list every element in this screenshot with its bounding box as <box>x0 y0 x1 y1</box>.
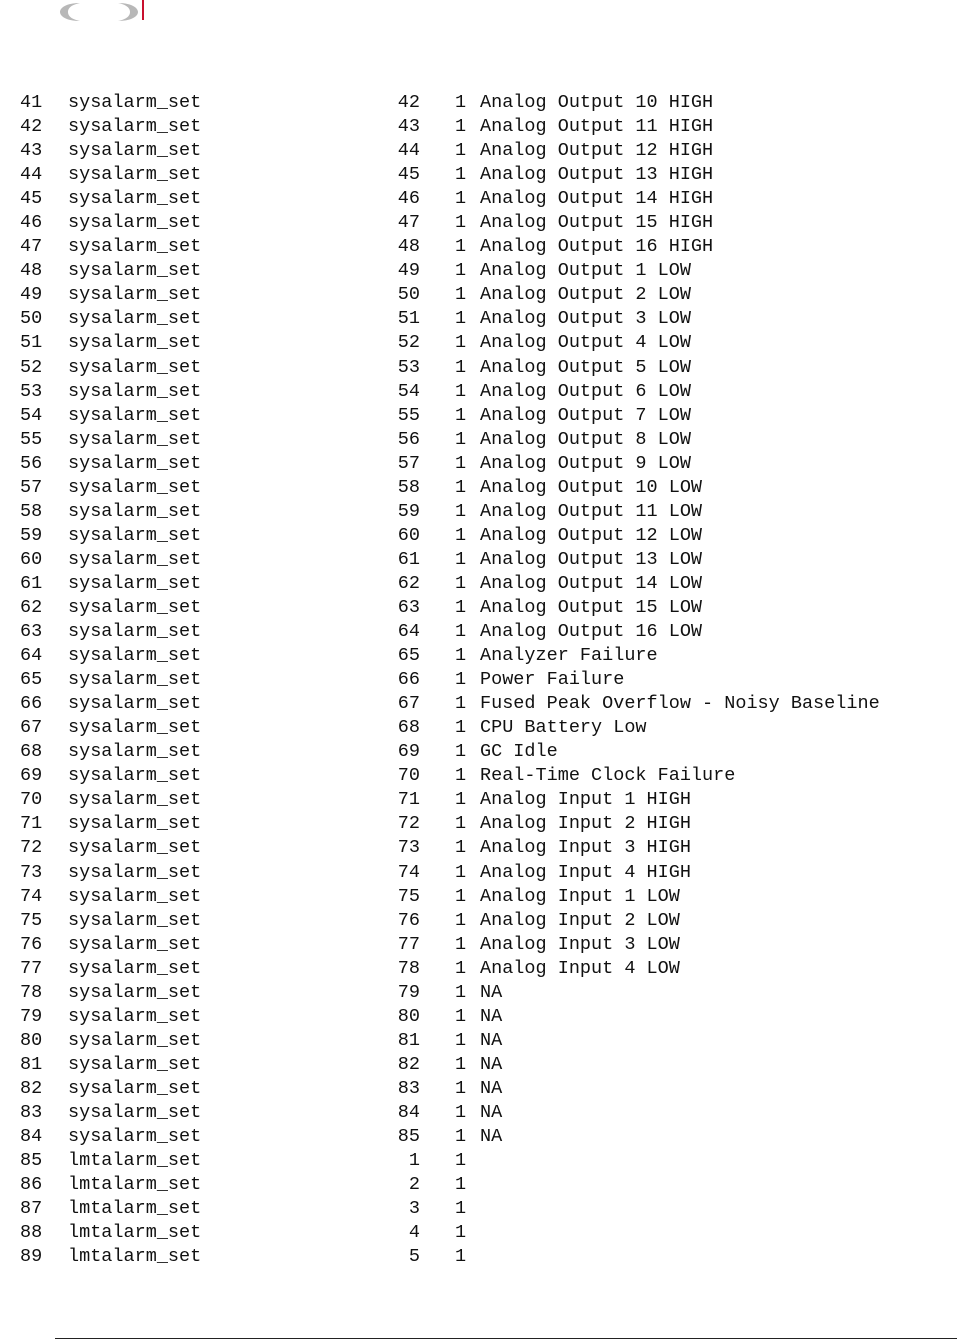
command-name: sysalarm_set <box>68 813 202 835</box>
table-row <box>0 812 957 836</box>
command-name: sysalarm_set <box>68 476 202 498</box>
alarm-value: 1 <box>455 1150 467 1172</box>
table-row <box>0 1173 957 1197</box>
row-index: 51 <box>20 332 43 354</box>
alarm-number: 60 <box>397 524 420 546</box>
table-row <box>0 115 957 139</box>
row-index: 62 <box>20 596 43 618</box>
row-index: 76 <box>20 933 43 955</box>
row-index: 72 <box>20 837 43 859</box>
alarm-value: 1 <box>455 356 467 378</box>
alarm-number: 42 <box>397 92 420 113</box>
alarm-value: 1 <box>455 332 467 354</box>
alarm-value: 1 <box>455 1077 467 1099</box>
command-name: sysalarm_set <box>68 164 202 186</box>
alarm-number: 75 <box>397 885 420 907</box>
alarm-number: 3 <box>408 1198 420 1220</box>
alarm-value: 1 <box>455 452 467 474</box>
alarm-number: 62 <box>397 572 420 594</box>
command-name: lmtalarm_set <box>68 1222 202 1244</box>
command-name: sysalarm_set <box>68 981 202 1003</box>
alarm-description: Analog Output 13 LOW <box>480 548 703 570</box>
command-name: sysalarm_set <box>68 909 202 931</box>
alarm-number: 49 <box>397 260 420 282</box>
table-row <box>0 500 957 524</box>
row-index: 69 <box>20 765 43 787</box>
row-index: 58 <box>20 500 43 522</box>
row-index: 71 <box>20 813 43 835</box>
row-index: 54 <box>20 404 43 426</box>
table-row <box>0 861 957 885</box>
table-row <box>0 1125 957 1149</box>
table-row <box>0 428 957 452</box>
alarm-value: 1 <box>455 188 467 210</box>
command-name: sysalarm_set <box>68 116 202 138</box>
alarm-number: 82 <box>397 1053 420 1075</box>
alarm-number: 61 <box>397 548 420 570</box>
command-name: sysalarm_set <box>68 837 202 859</box>
row-index: 43 <box>20 140 43 162</box>
alarm-value: 1 <box>455 380 467 402</box>
command-name: sysalarm_set <box>68 621 202 643</box>
alarm-value: 1 <box>455 717 467 739</box>
alarm-number: 77 <box>397 933 420 955</box>
row-index: 41 <box>20 92 43 113</box>
command-name: sysalarm_set <box>68 789 202 811</box>
alarm-value: 1 <box>455 1101 467 1123</box>
command-name: sysalarm_set <box>68 332 202 354</box>
table-row <box>0 716 957 740</box>
table-row <box>0 668 957 692</box>
alarm-value: 1 <box>455 404 467 426</box>
alarm-description: Real-Time Clock Failure <box>480 765 736 787</box>
alarm-value: 1 <box>455 1005 467 1027</box>
table-row <box>0 1101 957 1125</box>
alarm-description: NA <box>480 1077 503 1099</box>
row-index: 45 <box>20 188 43 210</box>
alarm-description: Analog Output 2 LOW <box>480 284 691 306</box>
table-row <box>0 235 957 259</box>
alarm-description: Analog Output 12 HIGH <box>480 140 714 162</box>
alarm-description: Analog Output 7 LOW <box>480 404 691 426</box>
row-index: 84 <box>20 1126 43 1148</box>
alarm-value: 1 <box>455 885 467 907</box>
command-name: sysalarm_set <box>68 500 202 522</box>
table-row <box>0 548 957 572</box>
alarm-value: 1 <box>455 140 467 162</box>
command-name: sysalarm_set <box>68 765 202 787</box>
table-row <box>0 524 957 548</box>
alarm-value: 1 <box>455 645 467 667</box>
row-index: 75 <box>20 909 43 931</box>
row-index: 52 <box>20 356 43 378</box>
table-row <box>0 620 957 644</box>
command-name: sysalarm_set <box>68 885 202 907</box>
command-name: lmtalarm_set <box>68 1174 202 1196</box>
table-row <box>0 981 957 1005</box>
alarm-number: 4 <box>408 1222 420 1244</box>
alarm-description: Analog Output 13 HIGH <box>480 164 714 186</box>
row-index: 61 <box>20 572 43 594</box>
row-index: 82 <box>20 1077 43 1099</box>
row-index: 56 <box>20 452 43 474</box>
command-name: sysalarm_set <box>68 140 202 162</box>
footer-rule <box>55 1338 957 1339</box>
alarm-value: 1 <box>455 260 467 282</box>
alarm-description: Power Failure <box>480 669 625 691</box>
alarm-value: 1 <box>455 548 467 570</box>
table-row <box>0 1149 957 1173</box>
table-row <box>0 187 957 211</box>
command-name: sysalarm_set <box>68 933 202 955</box>
row-index: 66 <box>20 693 43 715</box>
command-name: sysalarm_set <box>68 1077 202 1099</box>
alarm-value: 1 <box>455 1029 467 1051</box>
alarm-value: 1 <box>455 164 467 186</box>
table-row <box>0 331 957 355</box>
table-row <box>0 692 957 716</box>
command-name: lmtalarm_set <box>68 1150 202 1172</box>
alarm-number: 80 <box>397 1005 420 1027</box>
alarm-value: 1 <box>455 236 467 258</box>
command-name: sysalarm_set <box>68 380 202 402</box>
alarm-description: Analog Output 5 LOW <box>480 356 691 378</box>
alarm-description: Analog Input 2 LOW <box>480 909 680 931</box>
alarm-command-table <box>0 91 957 1269</box>
table-row <box>0 211 957 235</box>
command-name: sysalarm_set <box>68 428 202 450</box>
command-name: sysalarm_set <box>68 1029 202 1051</box>
alarm-number: 69 <box>397 741 420 763</box>
table-row <box>0 788 957 812</box>
alarm-number: 65 <box>397 645 420 667</box>
table-row <box>0 596 957 620</box>
alarm-number: 81 <box>397 1029 420 1051</box>
alarm-number: 59 <box>397 500 420 522</box>
table-row <box>0 1029 957 1053</box>
alarm-description: Analog Input 4 LOW <box>480 957 680 979</box>
row-index: 77 <box>20 957 43 979</box>
alarm-description: Analog Output 10 LOW <box>480 476 703 498</box>
command-name: sysalarm_set <box>68 212 202 234</box>
command-name: sysalarm_set <box>68 1053 202 1075</box>
alarm-value: 1 <box>455 212 467 234</box>
command-name: sysalarm_set <box>68 957 202 979</box>
table-row <box>0 836 957 860</box>
table-row <box>0 356 957 380</box>
alarm-number: 83 <box>397 1077 420 1099</box>
alarm-number: 70 <box>397 765 420 787</box>
table-row <box>0 476 957 500</box>
table-row <box>0 885 957 909</box>
alarm-number: 55 <box>397 404 420 426</box>
command-name: sysalarm_set <box>68 188 202 210</box>
command-name: sysalarm_set <box>68 92 202 113</box>
command-name: sysalarm_set <box>68 741 202 763</box>
alarm-value: 1 <box>455 933 467 955</box>
alarm-value: 1 <box>455 837 467 859</box>
command-name: sysalarm_set <box>68 1005 202 1027</box>
alarm-description: Analog Output 11 LOW <box>480 500 703 522</box>
alarm-description: CPU Battery Low <box>480 717 647 739</box>
logo-mark-icon <box>58 0 148 24</box>
command-name: sysalarm_set <box>68 669 202 691</box>
alarm-value: 1 <box>455 741 467 763</box>
alarm-description: Analog Output 10 HIGH <box>480 92 714 113</box>
alarm-description: Analog Output 6 LOW <box>480 380 691 402</box>
table-row <box>0 1197 957 1221</box>
command-name: lmtalarm_set <box>68 1246 202 1268</box>
alarm-number: 47 <box>397 212 420 234</box>
row-index: 57 <box>20 476 43 498</box>
alarm-number: 79 <box>397 981 420 1003</box>
table-row <box>0 909 957 933</box>
alarm-value: 1 <box>455 957 467 979</box>
alarm-description: Analyzer Failure <box>480 645 658 667</box>
table-row <box>0 572 957 596</box>
alarm-value: 1 <box>455 500 467 522</box>
alarm-number: 1 <box>408 1150 420 1172</box>
alarm-number: 43 <box>397 116 420 138</box>
command-name: sysalarm_set <box>68 717 202 739</box>
alarm-description: Analog Output 3 LOW <box>480 308 691 330</box>
row-index: 68 <box>20 741 43 763</box>
alarm-number: 71 <box>397 789 420 811</box>
alarm-number: 66 <box>397 669 420 691</box>
alarm-number: 54 <box>397 380 420 402</box>
alarm-number: 46 <box>397 188 420 210</box>
alarm-number: 72 <box>397 813 420 835</box>
row-index: 60 <box>20 548 43 570</box>
alarm-value: 1 <box>455 1174 467 1196</box>
command-name: sysalarm_set <box>68 548 202 570</box>
alarm-number: 64 <box>397 621 420 643</box>
row-index: 64 <box>20 645 43 667</box>
row-index: 89 <box>20 1246 43 1268</box>
alarm-description: Analog Output 16 LOW <box>480 621 703 643</box>
table-row <box>0 283 957 307</box>
row-index: 86 <box>20 1174 43 1196</box>
table-row <box>0 1221 957 1245</box>
row-index: 70 <box>20 789 43 811</box>
alarm-number: 76 <box>397 909 420 931</box>
alarm-value: 1 <box>455 572 467 594</box>
table-row <box>0 1005 957 1029</box>
row-index: 48 <box>20 260 43 282</box>
row-index: 55 <box>20 428 43 450</box>
alarm-value: 1 <box>455 1198 467 1220</box>
alarm-description: Analog Output 15 LOW <box>480 596 703 618</box>
row-index: 67 <box>20 717 43 739</box>
alarm-description: Analog Input 4 HIGH <box>480 861 691 883</box>
command-name: sysalarm_set <box>68 452 202 474</box>
row-index: 47 <box>20 236 43 258</box>
alarm-description: Analog Input 1 LOW <box>480 885 680 907</box>
alarm-value: 1 <box>455 981 467 1003</box>
row-index: 81 <box>20 1053 43 1075</box>
table-row <box>0 307 957 331</box>
row-index: 44 <box>20 164 43 186</box>
command-name: sysalarm_set <box>68 308 202 330</box>
alarm-value: 1 <box>455 765 467 787</box>
table-row <box>0 1077 957 1101</box>
alarm-number: 74 <box>397 861 420 883</box>
command-name: sysalarm_set <box>68 596 202 618</box>
alarm-number: 56 <box>397 428 420 450</box>
alarm-value: 1 <box>455 284 467 306</box>
table-row <box>0 404 957 428</box>
alarm-description: Analog Input 3 LOW <box>480 933 680 955</box>
command-name: sysalarm_set <box>68 861 202 883</box>
alarm-description: NA <box>480 1053 503 1075</box>
alarm-description: Analog Output 4 LOW <box>480 332 691 354</box>
command-name: sysalarm_set <box>68 693 202 715</box>
row-index: 50 <box>20 308 43 330</box>
row-index: 46 <box>20 212 43 234</box>
alarm-value: 1 <box>455 1222 467 1244</box>
row-index: 53 <box>20 380 43 402</box>
alarm-number: 53 <box>397 356 420 378</box>
command-name: sysalarm_set <box>68 524 202 546</box>
alarm-value: 1 <box>455 1053 467 1075</box>
table-row <box>0 933 957 957</box>
alarm-description: Analog Output 14 HIGH <box>480 188 714 210</box>
row-index: 78 <box>20 981 43 1003</box>
alarm-value: 1 <box>455 669 467 691</box>
alarm-value: 1 <box>455 861 467 883</box>
alarm-number: 84 <box>397 1101 420 1123</box>
alarm-description: Analog Output 12 LOW <box>480 524 703 546</box>
alarm-value: 1 <box>455 621 467 643</box>
row-index: 79 <box>20 1005 43 1027</box>
alarm-description: NA <box>480 1126 503 1148</box>
alarm-number: 45 <box>397 164 420 186</box>
alarm-value: 1 <box>455 428 467 450</box>
alarm-description: Analog Output 11 HIGH <box>480 116 714 138</box>
alarm-description: Analog Input 2 HIGH <box>480 813 691 835</box>
alarm-description: Analog Input 1 HIGH <box>480 789 691 811</box>
alarm-description: GC Idle <box>480 741 558 763</box>
row-index: 63 <box>20 621 43 643</box>
command-name: sysalarm_set <box>68 356 202 378</box>
alarm-value: 1 <box>455 909 467 931</box>
alarm-number: 78 <box>397 957 420 979</box>
alarm-description: Analog Output 1 LOW <box>480 260 691 282</box>
row-index: 65 <box>20 669 43 691</box>
alarm-number: 52 <box>397 332 420 354</box>
row-index: 80 <box>20 1029 43 1051</box>
alarm-number: 2 <box>408 1174 420 1196</box>
table-row <box>0 139 957 163</box>
alarm-value: 1 <box>455 789 467 811</box>
alarm-value: 1 <box>455 116 467 138</box>
command-name: lmtalarm_set <box>68 1198 202 1220</box>
alarm-value: 1 <box>455 1246 467 1268</box>
alarm-value: 1 <box>455 92 467 113</box>
alarm-number: 67 <box>397 693 420 715</box>
alarm-description: Analog Output 15 HIGH <box>480 212 714 234</box>
command-name: sysalarm_set <box>68 572 202 594</box>
command-name: sysalarm_set <box>68 236 202 258</box>
alarm-number: 85 <box>397 1126 420 1148</box>
table-row <box>0 1245 957 1269</box>
row-index: 42 <box>20 116 43 138</box>
alarm-value: 1 <box>455 476 467 498</box>
alarm-description: NA <box>480 1101 503 1123</box>
alarm-number: 63 <box>397 596 420 618</box>
table-row <box>0 644 957 668</box>
alarm-description: Analog Output 16 HIGH <box>480 236 714 258</box>
table-row <box>0 764 957 788</box>
command-name: sysalarm_set <box>68 284 202 306</box>
table-row <box>0 740 957 764</box>
alarm-value: 1 <box>455 524 467 546</box>
alarm-description: Analog Output 8 LOW <box>480 428 691 450</box>
table-row <box>0 163 957 187</box>
alarm-description: Analog Input 3 HIGH <box>480 837 691 859</box>
table-row <box>0 1053 957 1077</box>
table-row <box>0 259 957 283</box>
alarm-description: Analog Output 14 LOW <box>480 572 703 594</box>
command-name: sysalarm_set <box>68 1101 202 1123</box>
row-index: 88 <box>20 1222 43 1244</box>
alarm-number: 44 <box>397 140 420 162</box>
table-row <box>0 91 957 115</box>
command-name: sysalarm_set <box>68 645 202 667</box>
alarm-value: 1 <box>455 596 467 618</box>
row-index: 49 <box>20 284 43 306</box>
alarm-value: 1 <box>455 308 467 330</box>
alarm-description: NA <box>480 1029 503 1051</box>
row-index: 85 <box>20 1150 43 1172</box>
alarm-description: Analog Output 9 LOW <box>480 452 691 474</box>
alarm-description: NA <box>480 1005 503 1027</box>
command-name: sysalarm_set <box>68 404 202 426</box>
row-index: 74 <box>20 885 43 907</box>
command-name: sysalarm_set <box>68 260 202 282</box>
table-row <box>0 957 957 981</box>
row-index: 59 <box>20 524 43 546</box>
alarm-number: 5 <box>408 1246 420 1268</box>
row-index: 73 <box>20 861 43 883</box>
alarm-number: 58 <box>397 476 420 498</box>
alarm-description: Fused Peak Overflow - Noisy Baseline <box>480 693 880 715</box>
command-name: sysalarm_set <box>68 1126 202 1148</box>
row-index: 87 <box>20 1198 43 1220</box>
row-index: 83 <box>20 1101 43 1123</box>
alarm-value: 1 <box>455 1126 467 1148</box>
alarm-number: 68 <box>397 717 420 739</box>
alarm-value: 1 <box>455 813 467 835</box>
alarm-description: NA <box>480 981 503 1003</box>
alarm-number: 73 <box>397 837 420 859</box>
table-row <box>0 380 957 404</box>
alarm-number: 50 <box>397 284 420 306</box>
alarm-number: 57 <box>397 452 420 474</box>
alarm-number: 48 <box>397 236 420 258</box>
alarm-value: 1 <box>455 693 467 715</box>
table-row <box>0 452 957 476</box>
alarm-number: 51 <box>397 308 420 330</box>
